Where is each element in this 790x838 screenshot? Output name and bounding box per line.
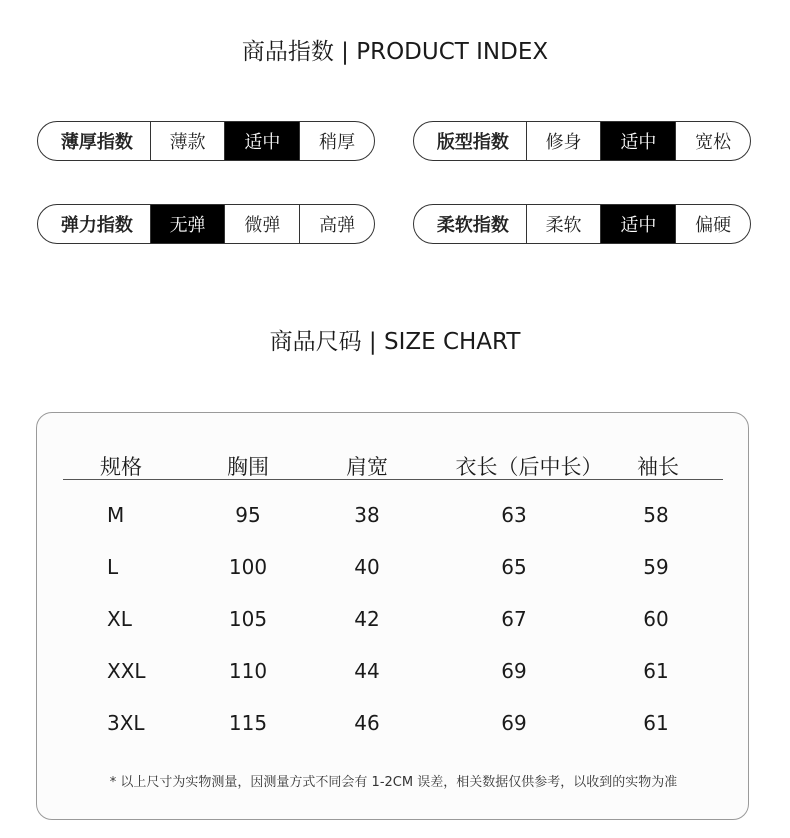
cell-sleeve: 60 <box>643 607 669 631</box>
cell-chest: 105 <box>228 607 268 631</box>
index-option: 修身 <box>526 122 601 160</box>
cell-chest: 110 <box>228 659 268 683</box>
cell-shoulder: 40 <box>354 555 380 579</box>
product-index-title: 商品指数 | PRODUCT INDEX <box>241 39 549 65</box>
index-label: 弹力指数 <box>60 215 133 236</box>
index-option: 宽松 <box>675 122 750 160</box>
cell-shoulder: 44 <box>354 659 380 683</box>
cell-size: XL <box>107 607 132 631</box>
cell-sleeve: 61 <box>643 659 669 683</box>
index-option: 柔软 <box>526 205 601 243</box>
column-header-length: 衣长（后中长） <box>455 455 603 479</box>
index-option: 薄款 <box>150 122 225 160</box>
cell-sleeve: 59 <box>643 555 669 579</box>
index-label: 柔软指数 <box>436 215 509 236</box>
index-label: 版型指数 <box>436 132 509 153</box>
cell-sleeve: 61 <box>643 711 669 735</box>
column-header-shoulder: 肩宽 <box>346 455 388 479</box>
column-header-chest: 胸围 <box>227 455 269 479</box>
cell-chest: 100 <box>228 555 268 579</box>
measurement-footnote: * 以上尺寸为实物测量，因测量方式不同会有 1-2CM 误差，相关数据仅供参考，以收到的实物为准 <box>109 775 678 790</box>
index-option-selected: 适中 <box>224 122 299 160</box>
thickness-index <box>37 121 375 161</box>
elasticity-index <box>37 204 375 244</box>
index-option-selected: 适中 <box>600 205 675 243</box>
header-divider <box>63 479 723 480</box>
cell-shoulder: 38 <box>354 503 380 527</box>
size-chart-title: 商品尺码 | SIZE CHART <box>269 329 521 355</box>
cell-chest: 115 <box>228 711 268 735</box>
column-header-sleeve: 袖长 <box>637 455 679 479</box>
cell-size: L <box>107 555 119 579</box>
cell-length: 67 <box>501 607 527 631</box>
index-option-selected: 适中 <box>600 122 675 160</box>
cell-shoulder: 42 <box>354 607 380 631</box>
index-option: 高弹 <box>299 205 374 243</box>
cell-length: 63 <box>501 503 527 527</box>
silhouette-index <box>413 121 751 161</box>
cell-size: XXL <box>107 659 146 683</box>
cell-size: M <box>107 503 125 527</box>
index-option: 微弹 <box>224 205 299 243</box>
index-option: 稍厚 <box>299 122 374 160</box>
cell-length: 69 <box>501 711 527 735</box>
column-header-size: 规格 <box>100 455 142 479</box>
cell-sleeve: 58 <box>643 503 669 527</box>
cell-length: 69 <box>501 659 527 683</box>
softness-index <box>413 204 751 244</box>
cell-size: 3XL <box>107 711 145 735</box>
size-chart-card <box>36 412 749 820</box>
cell-shoulder: 46 <box>354 711 380 735</box>
index-option-selected: 无弹 <box>150 205 225 243</box>
cell-length: 65 <box>501 555 527 579</box>
cell-chest: 95 <box>235 503 261 527</box>
index-label: 薄厚指数 <box>60 132 133 153</box>
index-option: 偏硬 <box>675 205 750 243</box>
